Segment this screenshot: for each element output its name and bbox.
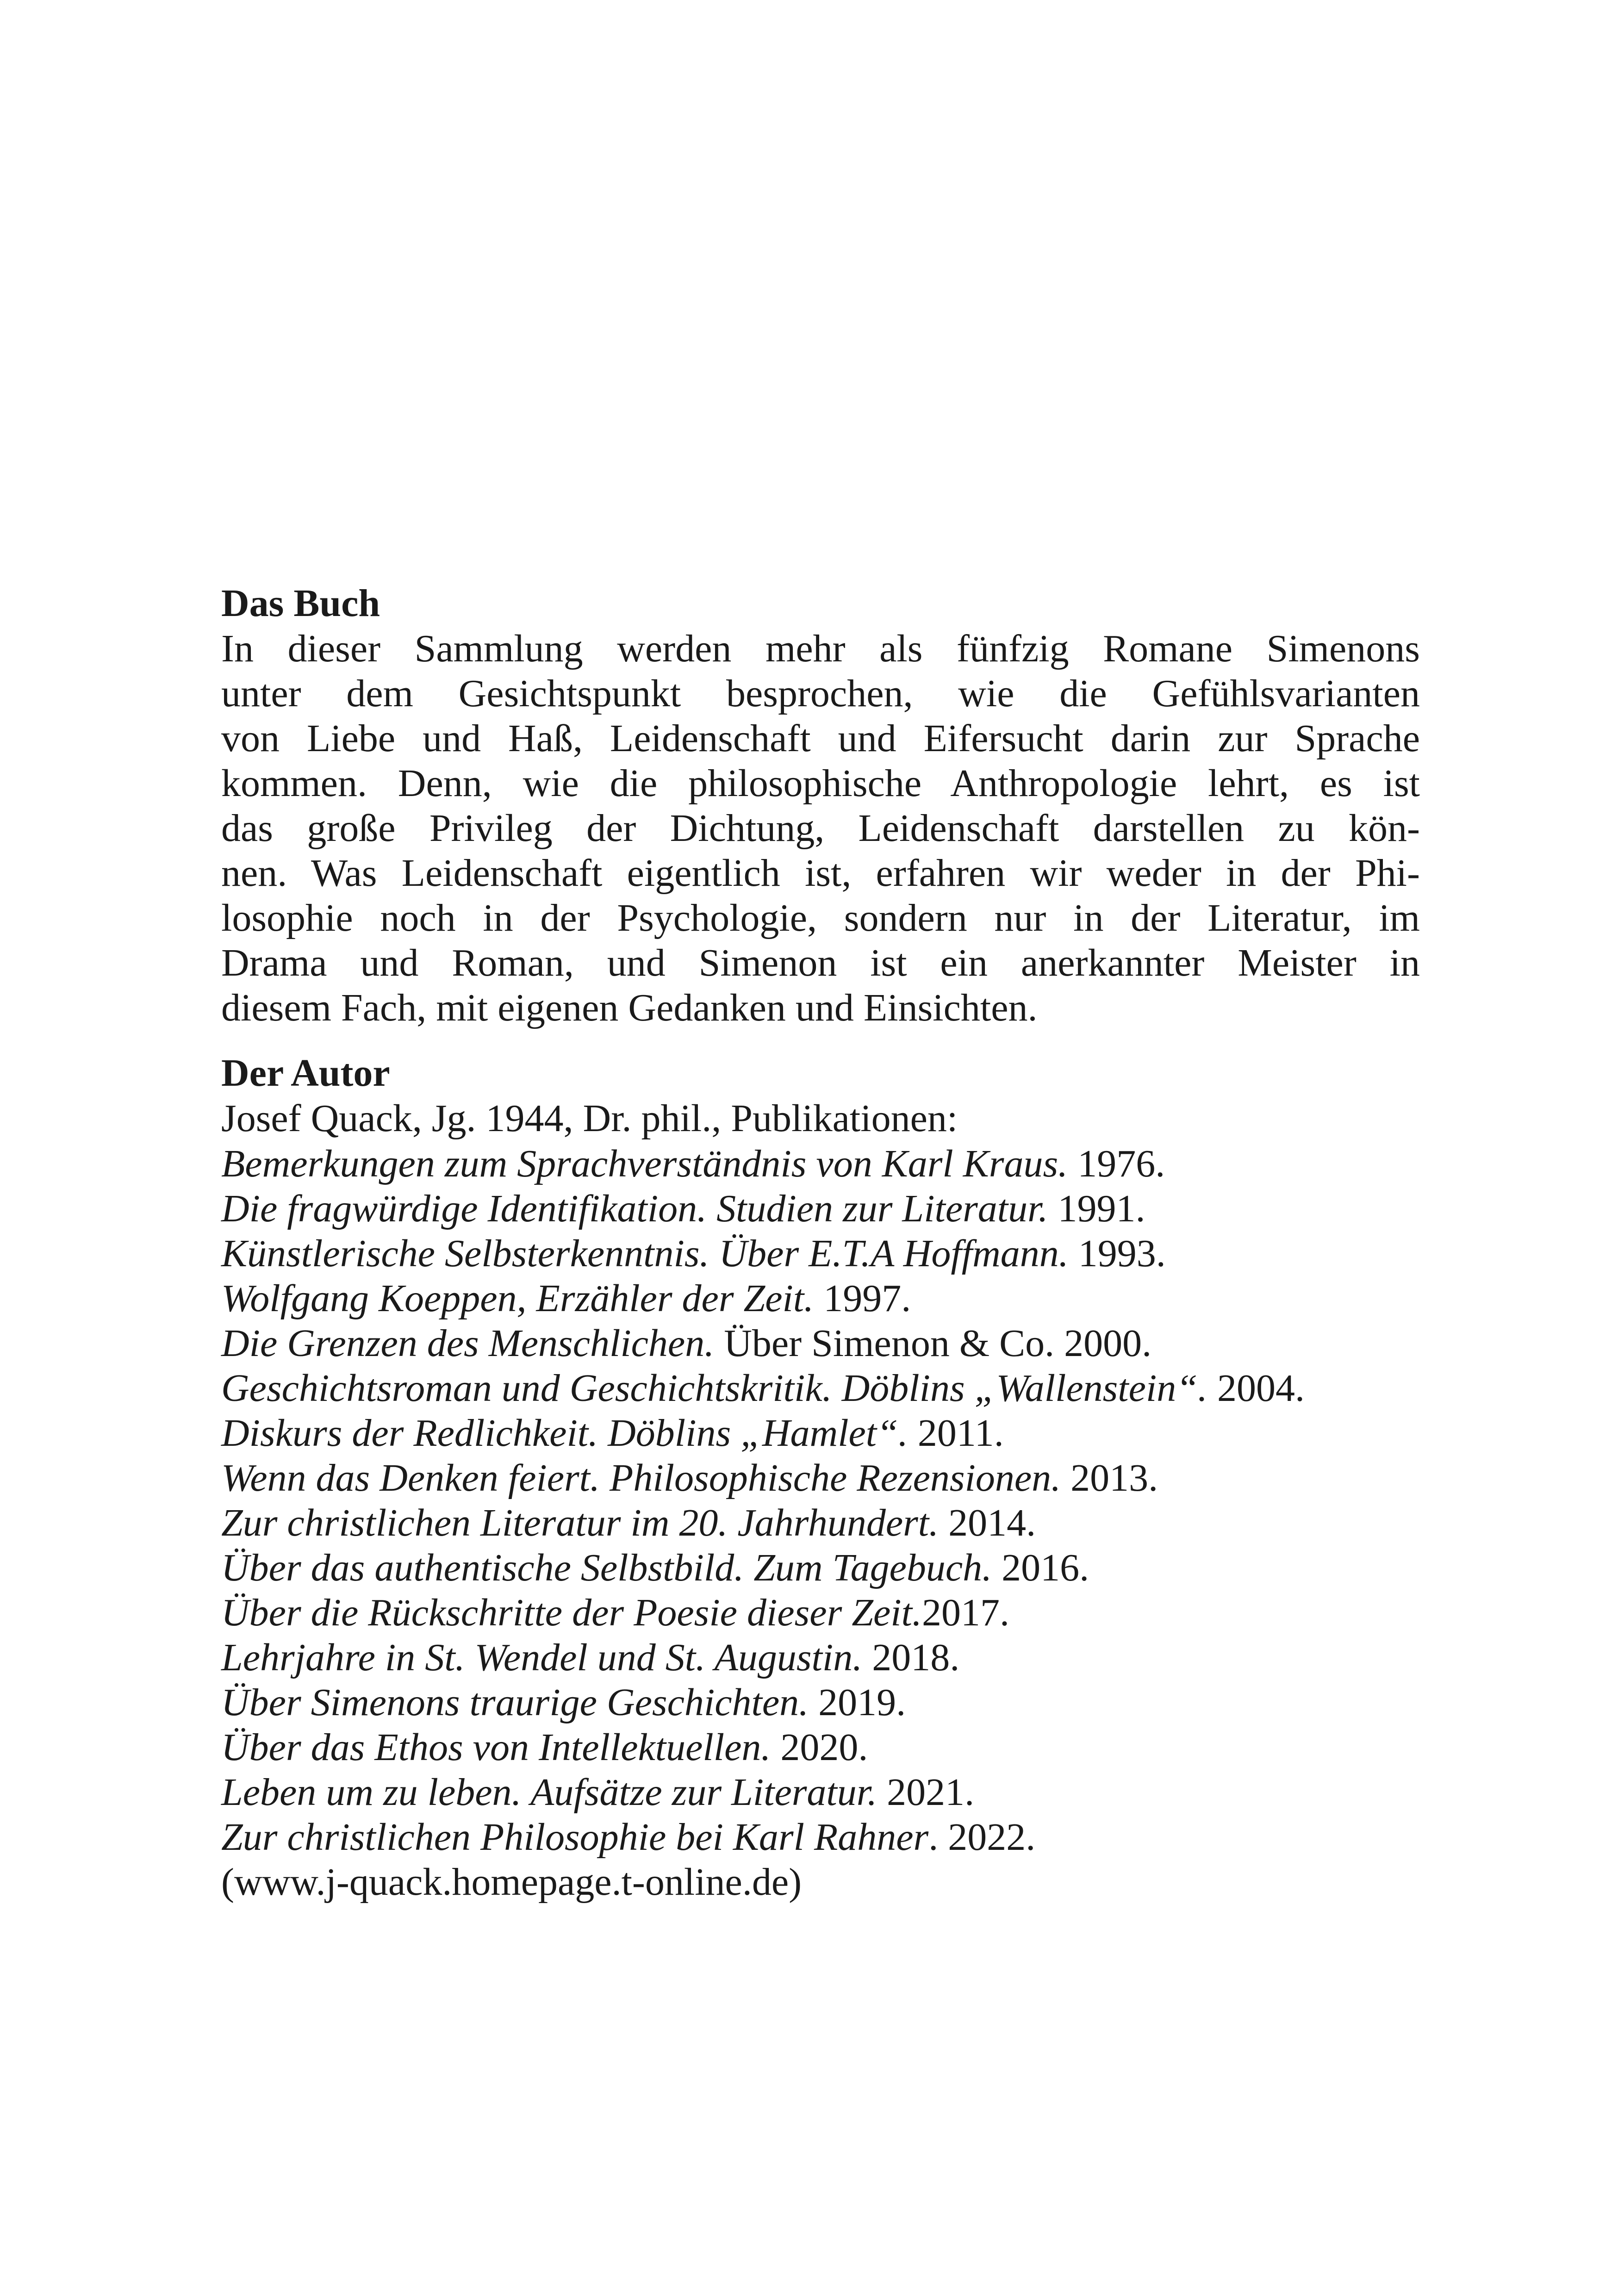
publication-title: Wenn das Denken feiert. Philosophische Rezensionen.	[221, 1456, 1061, 1500]
publication-item	[221, 1680, 1420, 1725]
publication-title: Diskurs der Redlichkeit. Döblins „Hamlet“.	[221, 1412, 908, 1455]
publication-title: Die fragwürdige Identifikation. Studien zur Literatur.	[221, 1187, 1048, 1230]
description-line: In dieser Sammlung werden mehr als fünfzig Romane Simenons	[221, 627, 1420, 670]
publication-title: Die Grenzen des Menschlichen.	[221, 1322, 715, 1365]
publication-year: 2014.	[939, 1501, 1036, 1544]
publication-title: Über das authentische Selbstbild. Zum Tagebuch.	[221, 1546, 992, 1589]
description-line: kommen. Denn, wie die philosophische Anthropologie lehrt, es ist	[221, 762, 1420, 805]
publication-item	[221, 1276, 1420, 1321]
publication-year: 1991.	[1048, 1187, 1145, 1230]
publication-list	[221, 1141, 1420, 1860]
publication-year: 2020.	[771, 1726, 868, 1769]
publication-year: 2011.	[908, 1412, 1004, 1455]
publication-year: 2019.	[809, 1681, 906, 1724]
publication-item	[221, 1500, 1420, 1545]
publication-item	[221, 1545, 1420, 1590]
publication-title: Wolfgang Koeppen, Erzähler der Zeit.	[221, 1277, 814, 1320]
publication-item	[221, 1725, 1420, 1770]
publication-title: Lehrjahre in St. Wendel und St. Augustin.	[221, 1636, 863, 1679]
publication-item	[221, 1411, 1420, 1456]
publication-title: Künstlerische Selbsterkenntnis. Über E.T.A Hoffmann.	[221, 1232, 1069, 1275]
publication-item	[221, 1456, 1420, 1500]
publication-year: 2016.	[992, 1546, 1089, 1589]
author-intro: Josef Quack, Jg. 1944, Dr. phil., Publikationen:	[221, 1097, 958, 1140]
description-line: nen. Was Leidenschaft eigentlich ist, erfahren wir weder in der Phi-	[221, 852, 1420, 895]
publication-title: Zur christlichen Philosophie bei Karl Rahner	[221, 1816, 929, 1859]
description-line: unter dem Gesichtspunkt besprochen, wie die Gefühlsvarianten	[221, 672, 1420, 715]
publication-title: Leben um zu leben. Aufsätze zur Literatur.	[221, 1771, 877, 1814]
publication-title: Zur christlichen Literatur im 20. Jahrhundert.	[221, 1501, 939, 1544]
publication-year: 2021.	[877, 1771, 975, 1814]
publication-title: Geschichtsroman und Geschichtskritik. Döblins „Wallenstein“.	[221, 1367, 1207, 1410]
publication-title: Bemerkungen zum Sprachverständnis von Karl Kraus.	[221, 1142, 1068, 1185]
description-line: Drama und Roman, und Simenon ist ein anerkannter Meister in	[221, 941, 1420, 984]
publication-title: Über das Ethos von Intellektuellen.	[221, 1726, 771, 1769]
description-line: losophie noch in der Psychologie, sondern nur in der Literatur, im	[221, 896, 1420, 940]
book-description	[221, 626, 1420, 1030]
publication-year: 1997.	[814, 1277, 911, 1320]
publication-item	[221, 1815, 1420, 1860]
publication-item	[221, 1231, 1420, 1276]
publication-item	[221, 1321, 1420, 1366]
publication-item	[221, 1366, 1420, 1411]
publication-title: Über Simenons traurige Geschichten.	[221, 1681, 809, 1724]
author-heading: Der Autor	[221, 1052, 390, 1095]
publication-item	[221, 1635, 1420, 1680]
publication-year: 1976.	[1068, 1142, 1165, 1185]
publication-year: Über Simenon & Co. 2000.	[714, 1322, 1152, 1365]
publication-year: 2018.	[862, 1636, 960, 1679]
publication-year: 2013.	[1061, 1456, 1158, 1500]
publication-title: Über die Rückschritte der Poesie dieser Zeit.	[221, 1591, 922, 1634]
book-heading: Das Buch	[221, 582, 380, 625]
publication-year: 2004.	[1207, 1367, 1305, 1410]
description-line: das große Privileg der Dichtung, Leidenschaft darstellen zu kön-	[221, 807, 1420, 850]
description-line: von Liebe und Haß, Leidenschaft und Eifersucht darin zur Sprache	[221, 717, 1420, 760]
publication-year: 2017.	[921, 1591, 1009, 1634]
publication-item	[221, 1590, 1420, 1635]
back-matter-text	[221, 581, 1420, 1905]
publication-year: . 2022.	[928, 1816, 1036, 1859]
description-line: diesem Fach, mit eigenen Gedanken und Einsichten.	[221, 986, 1038, 1029]
publication-item	[221, 1770, 1420, 1815]
publication-item	[221, 1141, 1420, 1186]
author-website: (www.j-quack.homepage.t-online.de)	[221, 1860, 802, 1904]
publication-item	[221, 1186, 1420, 1231]
publication-year: 1993.	[1068, 1232, 1166, 1275]
